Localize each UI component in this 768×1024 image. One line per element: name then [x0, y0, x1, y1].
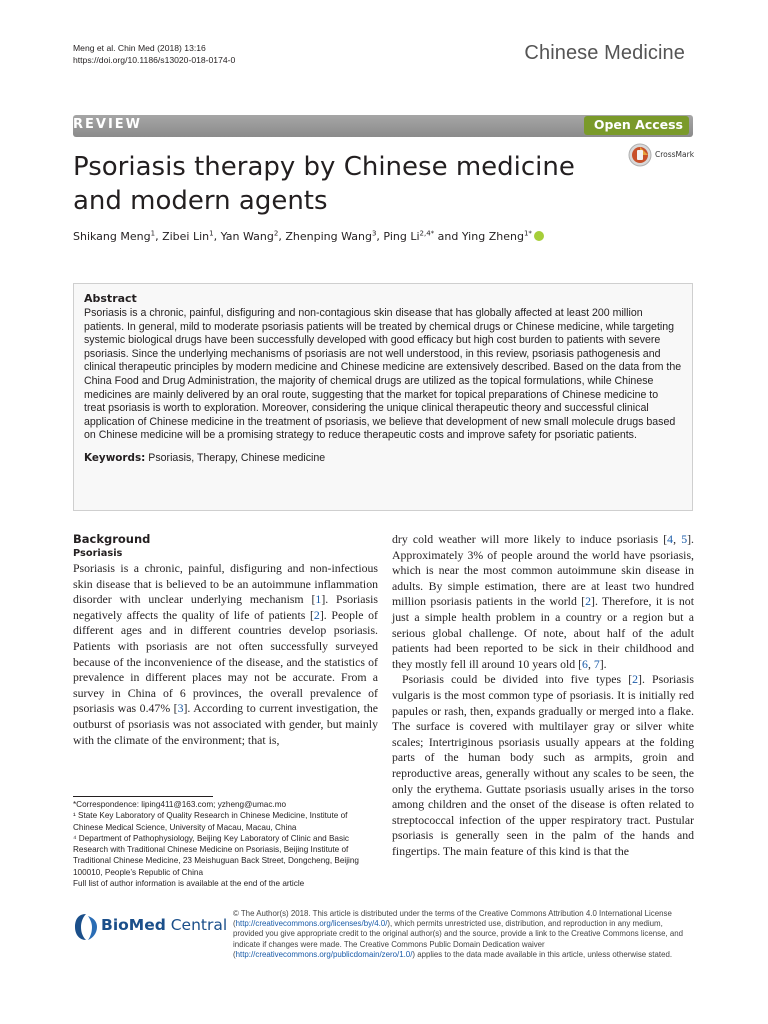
article-type-label: REVIEW — [73, 117, 143, 132]
abstract-box — [73, 283, 693, 511]
author-name: Shikang Meng — [73, 230, 151, 243]
section-heading: Background — [73, 532, 151, 546]
license-link[interactable]: http://creativecommons.org/licenses/by/4.0/ — [235, 919, 388, 929]
article-title: Psoriasis therapy by Chinese medicine and modern agents — [73, 152, 575, 216]
citation-ref-link[interactable]: 1 — [315, 592, 322, 607]
affiliation-note: ⁴ Department of Pathophysiology, Beijing Key Laboratory of Clinic and Basic Research with Traditional Chinese Medicine on Psoriasis, Beijing Institute of Traditional Chinese Medicine, 23 Meishuguan Back Street, Dongcheng, Beijing 100010, People’s Republic of China — [73, 833, 359, 877]
author-list: Shikang Meng$^1$, Zibei Lin$^1$, Yan Wang$^2$, Zhenping Wang$^3$, Ping $Li^{2,4*}$ and Ying Zheng$^{1*}$ — [73, 230, 693, 243]
affiliation-note: ¹ State Key Laboratory of Quality Research in Chinese Medicine, Institute of Chinese Medical Science, University of Macau, Macau, China — [73, 811, 348, 832]
subsection-heading: Psoriasis — [73, 548, 123, 559]
author-affiliation: 1* — [523, 229, 532, 238]
body-paragraph: Psoriasis could be divided into five types [2]. Psoriasis vulgaris is the most common type of psoriasis. It is initially red papules or rash, then, expands gradually or merged into a flake. The surface is covered with multilayer gray or silver white scales; Intertriginous psoriasis usually appears at the folding parts of the human body such as armpits, groin and reproductive areas, generally without any scales to be seen, the only the erythema. Guttate psoriasis usually arises in the torso among children and the onset of the disease is often related to streptococcal infection of the upper respiratory tract. Pustular psoriasis is generally seen in the palm of the hands and fingertips. The main feature of this kind is that the — [392, 672, 694, 858]
license-text: © The Author(s) 2018. This article is distributed under the terms of the Creative Commons Attribution 4.0 International License (http://creativecommons.org/licenses/by/4.0/), which permits unrestricted use, distribution, and reproduction in any medium, provided you give appropriate credit to the original author(s) and the source, provide a link to the Creative Commons license, and indicate if changes were made. The Creative Commons Public Domain Dedication waiver (http://creativecommons.org/publicdomain/zero/1.0/) applies to the data made available in this article, unless otherwise stated. — [233, 909, 684, 959]
crossmark-label: CrossMark — [655, 150, 695, 159]
citation-line: Meng et al. Chin Med (2018) 13:16 — [73, 43, 206, 53]
author-name: Zibei Lin — [162, 230, 210, 243]
open-access-badge: Open Access — [584, 116, 689, 135]
correspondence-note: *Correspondence: liping411@163.com; yzheng@umac.mo — [73, 800, 287, 809]
author-name: Ying Zheng — [461, 230, 524, 243]
author-affiliation: 1 — [209, 229, 214, 238]
citation-ref-link[interactable]: 5 — [681, 532, 688, 546]
abstract-text: Psoriasis is a chronic, painful, disfiguring and non-contagious skin disease that has globally affected at least 200 million patients. In general, mild to moderate psoriasis patients will be treated by chemical drugs or Chinese medicine, while targeting systemic biological drugs have been successfully developed with good efficacy but high cost burden to patients with severe psoriasis. Since the underlying mechanisms of psoriasis are not well understood, in this review, psoriasis pathogenesis and clinical therapeutic principles by modern medicine and Chinese medicine are extensively described. Based on the data from the China Food and Drug Administration, the majority of chemical drugs are utilized as the topical formulations, while Chinese medicines are mainly delivered by an oral route, suggesting that the market for topical preparations of Chinese medicine to treat psoriasis is worth to exploration. Moreover, considering the unique clinical therapeutic theory and successful clinical application of Chinese medicine in the treatment of psoriasis, we believe that development of new small molecule drugs based on Chinese medicine will be a promising strategy to reduce therapeutic costs and improve safety for psoriatic patients. — [84, 307, 682, 442]
keywords-list: Psoriasis, Therapy, Chinese medicine — [148, 451, 326, 464]
section-band — [73, 115, 693, 137]
body-paragraph: dry cold weather will more likely to induce psoriasis [4, 5]. Approximately 3% of people around the world have psoriasis, which is near the most common autoimmune skin disease in adults. By simple estimation, there are at least two hundred million psoriasis patients in the world [2]. Therefore, it is not just a simple health problem in a country or a region but a serious global challenge. Of note, about half of the adult patients had been reported to be sick in their childhood and they mostly fell ill around 10 years old [6, 7]. — [392, 532, 694, 671]
author-name: Zhenping Wang — [285, 230, 372, 243]
author-name: Ping Li — [383, 230, 420, 243]
doi-link[interactable]: https://doi.org/10.1186/s13020-018-0174-0 — [73, 55, 236, 65]
author-info-note: Full list of author information is available at the end of the article — [73, 879, 305, 889]
footnote-divider — [73, 796, 213, 797]
body-column-right — [392, 532, 694, 859]
citation-ref-link[interactable]: 6 — [582, 656, 588, 671]
biomed-central-logo — [73, 910, 228, 944]
author-affiliation: 2,4* — [419, 229, 435, 238]
body-column-left — [73, 532, 378, 748]
author-affiliation: 3 — [371, 229, 377, 238]
citation-ref-link[interactable]: 3 — [177, 701, 184, 716]
citation-ref-link[interactable]: 2 — [313, 607, 320, 622]
citation-ref-link[interactable]: 4 — [667, 532, 674, 546]
citation-ref-link[interactable]: 7 — [593, 656, 600, 671]
journal-name: Chinese Medicine — [524, 42, 685, 64]
citation-ref-link[interactable]: 2 — [632, 672, 639, 687]
publisher-name: BioMed Central — [101, 916, 228, 934]
author-affiliation: 2 — [273, 229, 279, 238]
author-affiliation: 1 — [150, 229, 156, 238]
biomed-central-icon — [73, 912, 99, 942]
citation-ref-link[interactable]: 2 — [585, 594, 592, 609]
author-name: Yan Wang — [220, 230, 274, 243]
citation-block — [73, 42, 235, 66]
footnotes — [73, 799, 378, 889]
keywords-label: Keywords: — [84, 451, 146, 464]
body-paragraph: Psoriasis is a chronic, painful, disfiguring and non-infectious skin disease that is believed to be an autoimmune inflammation disorder with unclear underlying mechanism [1]. Psoriasis negatively affects the quality of life of patients [2]. People of different ages and in different countries develop psoriasis. Patients with psoriasis are not often successfully surveyed because of the inconvenience of the disease, and the statistics of prevalence in different places may not be accurate. From a survey in China of 6 provinces, the overall prevalence of psoriasis was 0.47% [3]. According to current investigation, the outburst of psoriasis was not associated with gender, but mainly with the climate of the environment; that is, — [73, 561, 378, 747]
crossmark-button[interactable] — [628, 143, 698, 167]
crossmark-icon — [628, 143, 652, 167]
license-link[interactable]: http://creativecommons.org/publicdomain/zero/1.0/ — [235, 949, 413, 959]
keywords-line — [84, 452, 682, 464]
orcid-icon[interactable] — [534, 231, 544, 241]
abstract-heading: Abstract — [84, 292, 137, 305]
